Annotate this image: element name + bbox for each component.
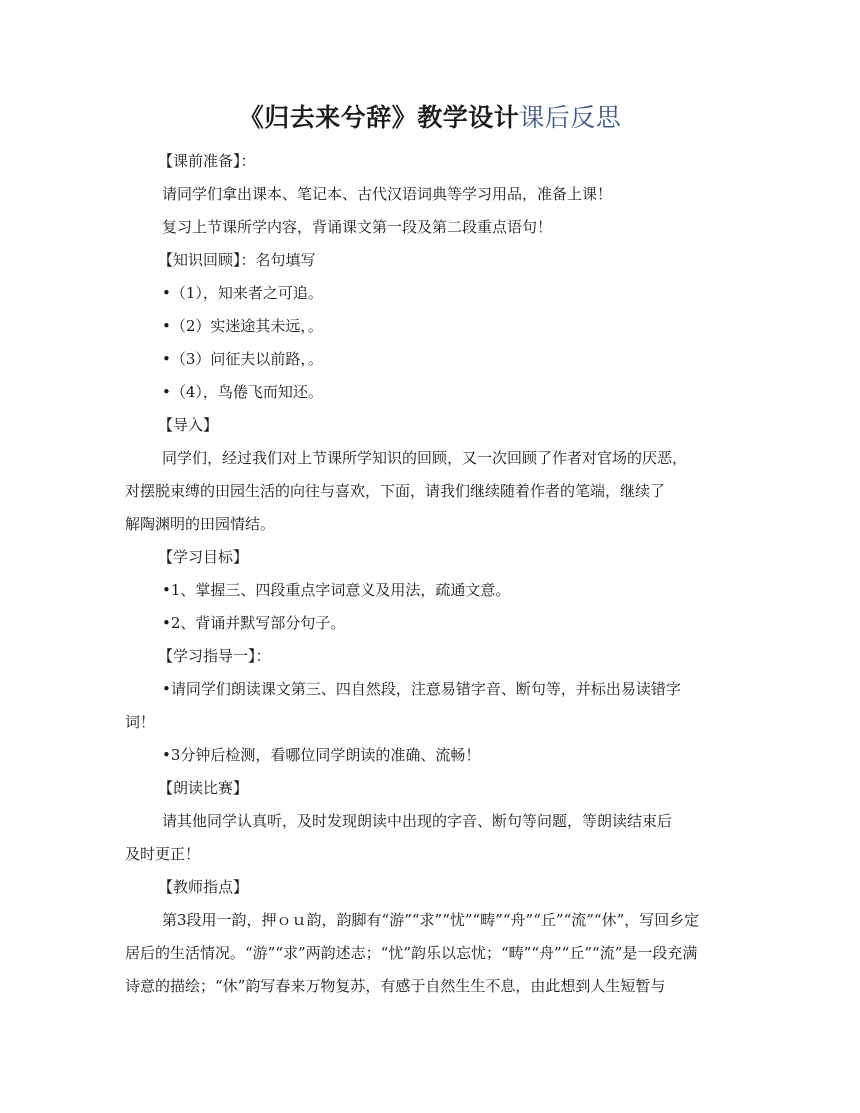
section-heading-prep: 【课前准备】：: [158, 152, 256, 170]
list-item-review-4: •（4），鸟倦飞而知还。: [162, 383, 323, 401]
paragraph-line: 居后的生活情况。“游”“求”两韵述志；“忧”韵乐以忘忧；“畴”“舟”“丘”“流”是一段充满: [125, 944, 698, 962]
paragraph-line: 第3段用一韵，押ｏｕ韵，韵脚有“游”“求”“忧”“畴”“舟”“丘”“流”“休”，写回乡定: [162, 911, 700, 929]
section-heading-contest: 【朗读比赛】: [158, 779, 249, 797]
document-body: [0, 145, 860, 1003]
list-item-review-1: •（1），知来者之可追。: [162, 284, 323, 302]
paragraph-intro: [0, 442, 860, 541]
paragraph-line: 词！: [125, 713, 156, 731]
list-item-guide-1: [0, 673, 860, 739]
title-main: 《归去来兮辞》教学设计: [238, 103, 520, 132]
list-item-guide-2: •3分钟后检测，看哪位同学朗读的准确、流畅！: [162, 746, 481, 764]
list-item-review-3: •（3）问征夫以前路，。: [162, 350, 323, 368]
paragraph-line: 及时更正！: [125, 845, 201, 863]
paragraph-prep-2: 复习上节课所学内容，背诵课文第一段及第二段重点语句！: [162, 218, 553, 236]
paragraph-line: 对摆脱束缚的田园生活的向往与喜欢，下面，请我们继续随着作者的笔端，继续了: [125, 482, 666, 500]
section-heading-guide: 【学习指导一】：: [158, 647, 271, 665]
section-heading-intro: 【导入】: [158, 416, 219, 434]
list-item-goal-2: •2、背诵并默写部分句子。: [162, 614, 346, 632]
paragraph-line: 解陶渊明的田园情结。: [125, 515, 276, 533]
title-accent: 课后反思: [519, 103, 622, 132]
paragraph-teacher: [0, 904, 860, 1003]
list-item-review-2: •（2）实迷途其未远，。: [162, 317, 323, 335]
list-item-goal-1: •1、掌握三、四段重点字词意义及用法，疏通文意。: [162, 581, 511, 599]
section-heading-goals: 【学习目标】: [158, 548, 249, 566]
paragraph-prep-1: 请同学们拿出课本、笔记本、古代汉语词典等学习用品，准备上课！: [162, 185, 613, 203]
paragraph-line: 同学们，经过我们对上节课所学知识的回顾，又一次回顾了作者对官场的厌恶，: [162, 449, 688, 467]
paragraph-line: 诗意的描绘；“休”韵写春来万物复苏，有感于自然生生不息，由此想到人生短暂与: [125, 977, 666, 995]
section-heading-review: 【知识回顾】：名句填写: [158, 251, 316, 269]
paragraph-line: 请其他同学认真听，及时发现朗读中出现的字音、断句等问题，等朗读结束后: [162, 812, 673, 830]
paragraph-line: •请同学们朗读课文第三、四自然段，注意易错字音、断句等，并标出易读错字: [162, 680, 681, 698]
page-title: [0, 100, 860, 136]
paragraph-contest: [0, 805, 860, 871]
section-heading-teacher: 【教师指点】: [158, 878, 249, 896]
